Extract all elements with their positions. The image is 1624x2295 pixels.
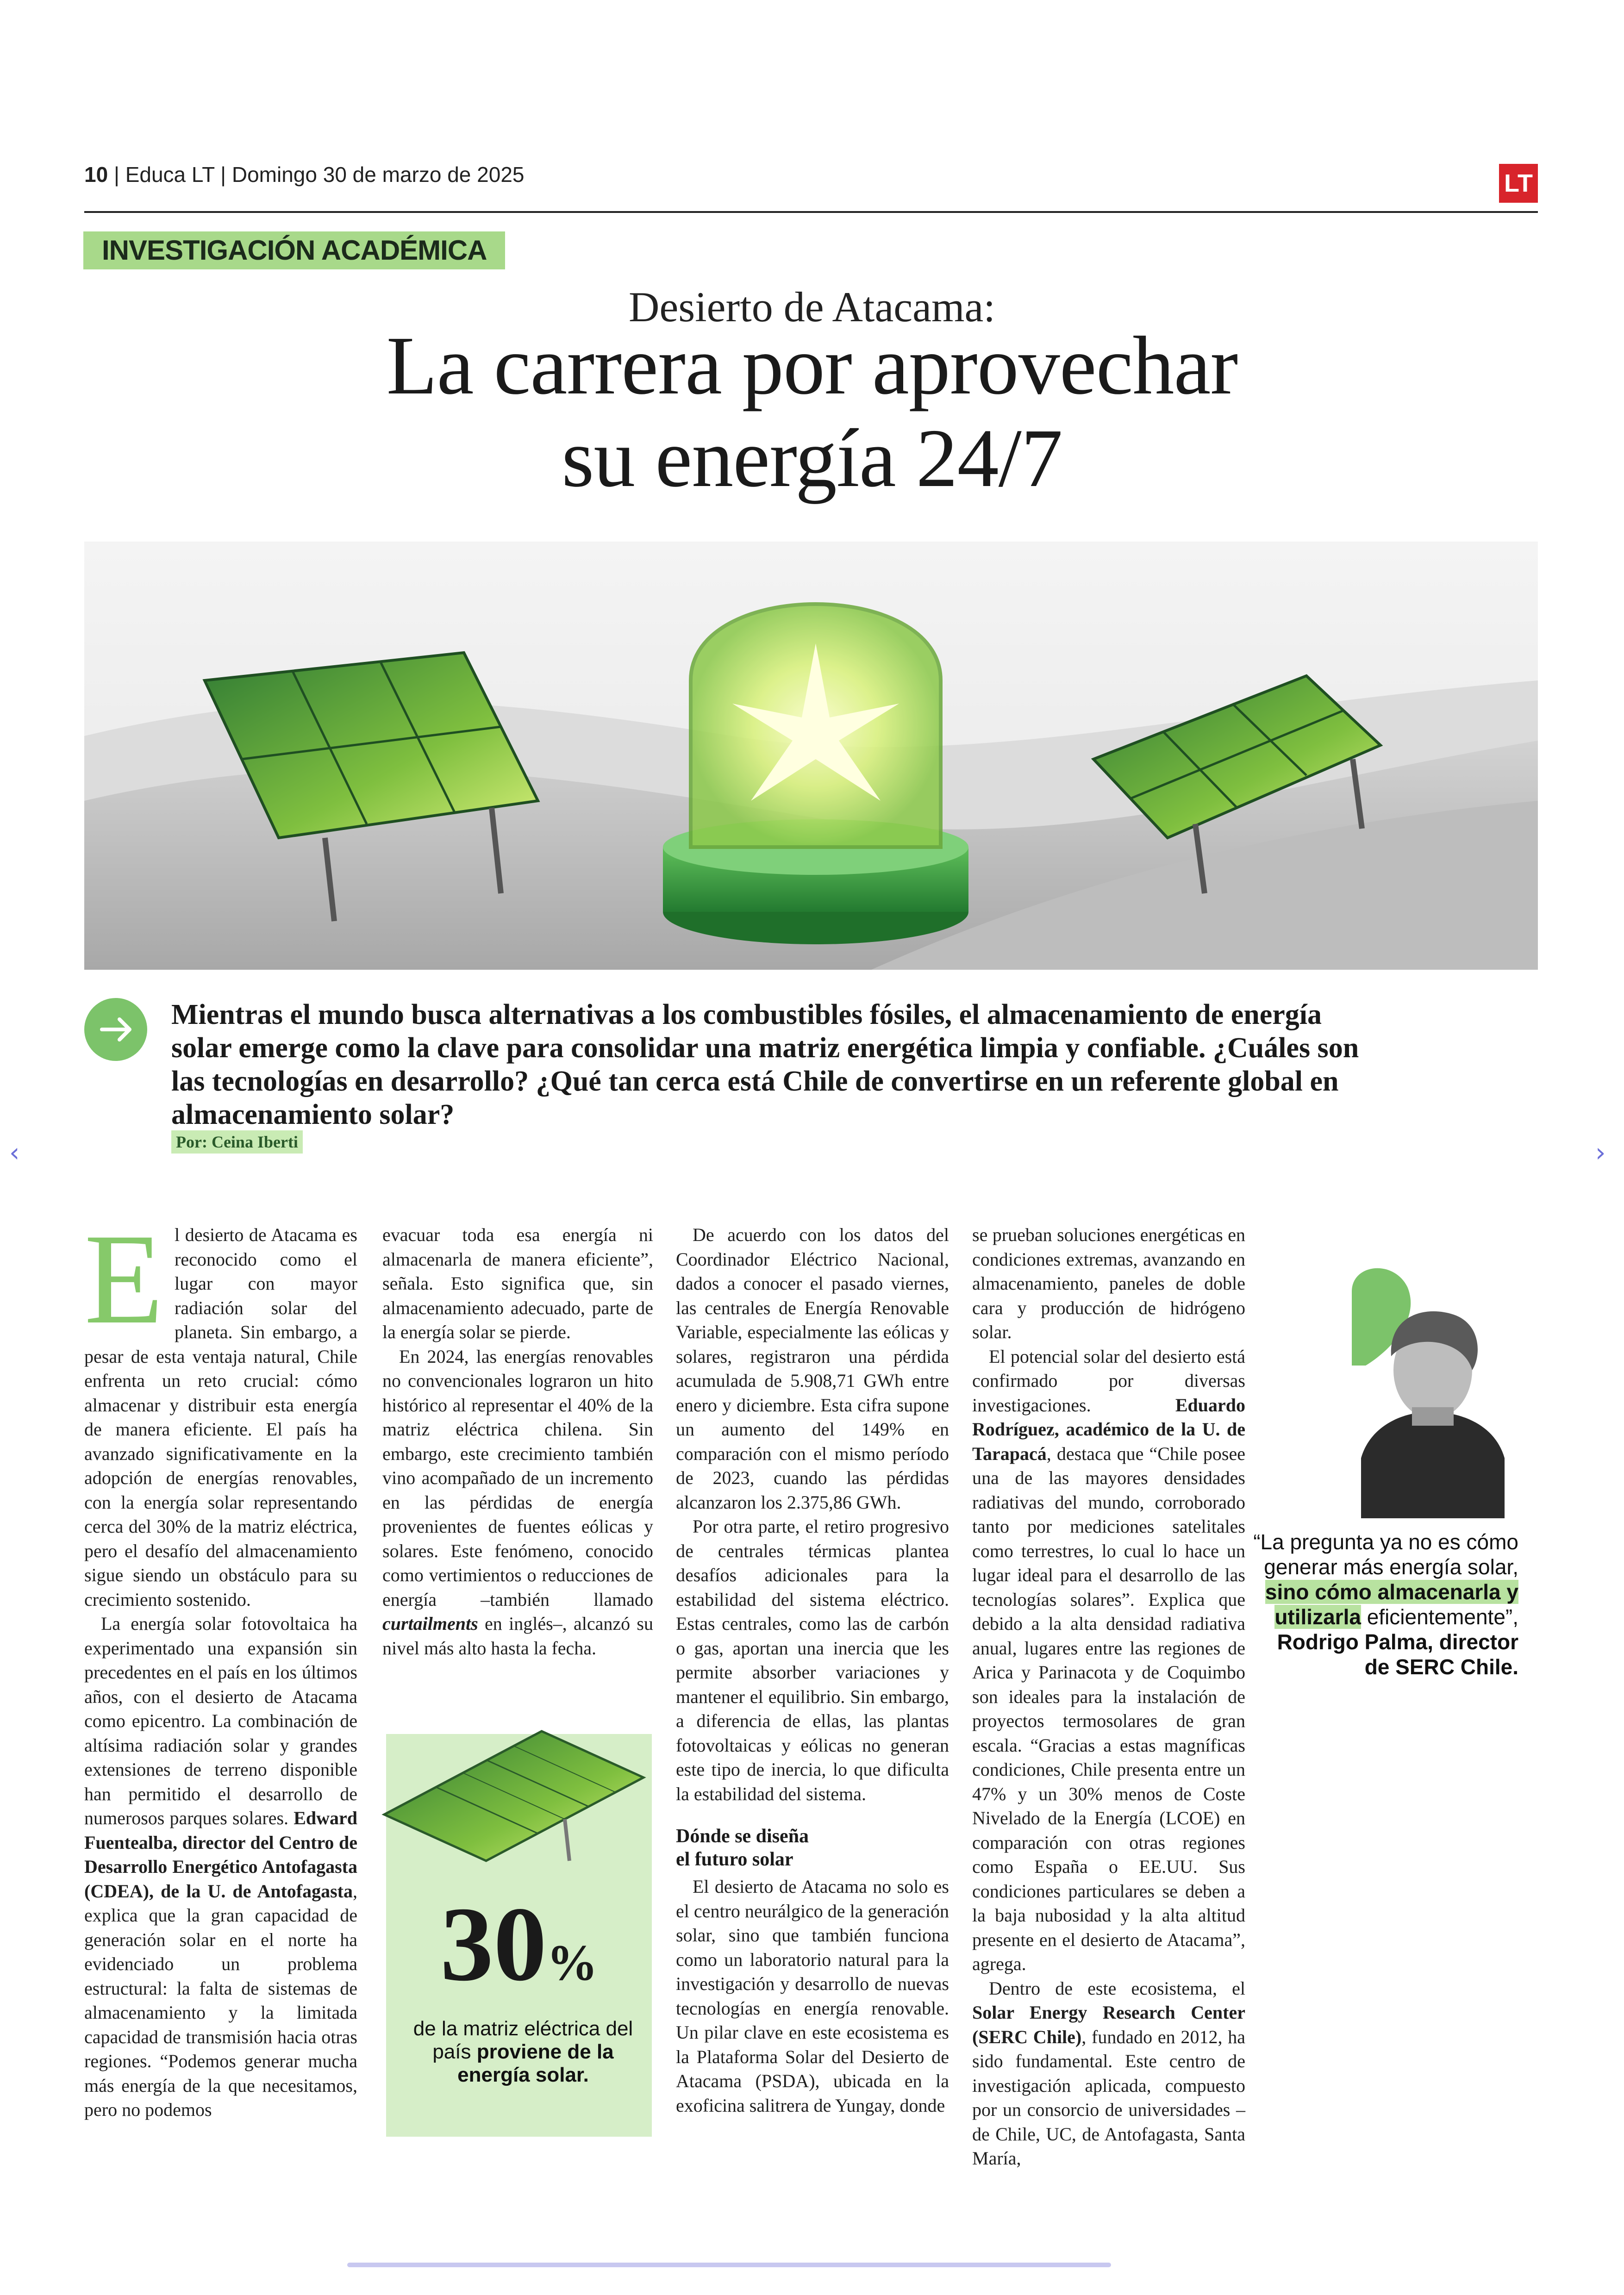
solar-panel-graphic	[366, 1722, 653, 1870]
paragraph-text: , destaca que “Chile posee una de las mayores densidades radiativas del mundo, corroborado tanto por mediciones satelitales como terrestres, lo cual lo hace un lugar ideal para el desarrollo de las tecnologías solares”. Explica que debido a la alta densidad radiativa anual, lugares entre las regiones de Arica y Parinacota y de Coquimbo son ideales para la instalación de proyectos termosolares de gran escala. “Gracias a estas magníficas condiciones, Chile presenta entre un 47% y un 30% menos de Coste Nivelado de la Energía (LCOE) en comparación con otras regiones como España o EE.UU. Sus condiciones particulares se deben a la baja nubosidad y la alta altitud presente en el desierto de Atacama”, agrega.	[972, 1443, 1245, 1974]
body-column-1	[84, 1207, 358, 2122]
quote-text-end: eficientemente”,	[1361, 1605, 1518, 1629]
stat-solar-panel-illustration	[366, 1722, 653, 1870]
body-column-2	[382, 1223, 653, 1660]
arrow-right-icon	[84, 998, 147, 1061]
stat-caption-bold: proviene de la energía solar.	[457, 2040, 614, 2086]
lt-logo: LT	[1499, 164, 1538, 203]
source-name: Solar Energy Research Center (SERC Chile)	[972, 2002, 1245, 2047]
publication-name: Educa LT	[125, 162, 215, 187]
article-byline: Por: Ceina Iberti	[171, 1130, 303, 1154]
horizontal-scrollbar[interactable]	[347, 2263, 1111, 2267]
section-tag: INVESTIGACIÓN ACADÉMICA	[83, 231, 505, 269]
paragraph-text: , fundado en 2012, ha sido fundamental. Este centro de investigación aplicada, compuesto por un consorcio de universidades –de Chile, UC, de Antofagasta, Santa María,	[972, 2026, 1245, 2169]
paragraph	[972, 1977, 1245, 2171]
paragraph: El desierto de Atacama no solo es el centro neurálgico de la generación solar, sino que también funciona como un laboratorio natural para la investigación y desarrollo de nuevas tecnologías en energía renovable. Un pilar clave en este ecosistema es la Plataforma Solar del Desierto de Atacama (PSDA), ubicada en la exoficina salitrera de Yungay, donde	[676, 1876, 949, 2116]
arrow-right-icon-glyph	[84, 998, 147, 1061]
quote-highlight: sino cómo almacenarla y utilizarla	[1265, 1580, 1518, 1629]
headline-line-1: La carrera por aprovechar	[386, 319, 1238, 412]
paragraph-text: En 2024, las energías renovables no convencionales lograron un hito histórico al representar el 40% de la matriz eléctrica chilena. Sin embargo, este crecimiento también vino acompañado de un incremento en las pérdidas de energía provenientes de fuentes eólicas y solares. Este fenómeno, conocido como vertimientos o reducciones de energía –también llamado	[382, 1346, 653, 1610]
page-number: 10	[84, 162, 108, 187]
section-subhead	[676, 1825, 949, 1871]
headline-line-2: su energía 24/7	[562, 412, 1062, 504]
paragraph-text: Dentro de este ecosistema, el	[989, 1977, 1245, 1999]
issue-date: Domingo 30 de marzo de 2025	[231, 162, 525, 187]
stat-caption	[403, 2017, 643, 2087]
paragraph: se prueban soluciones energéticas en condiciones extremas, avanzando en almacenamiento, paneles de doble cara y producción de hidrógeno solar.	[972, 1224, 1245, 1342]
paragraph: Por otra parte, el retiro progresivo de centrales térmicas plantea desafíos adicionales para la estabilidad del sistema eléctrico. Estas centrales, como las de carbón o gas, aportan una inercia que les permite absorber variaciones y mantener el equilibrio. Sin embargo, a diferencia de ellas, las plantas fotovoltaicas y eólicas no generan este tipo de inercia, lo que dificulta la estabilidad del sistema.	[676, 1516, 949, 1804]
article-headline	[0, 319, 1624, 505]
body-column-4	[972, 1223, 1245, 2171]
paragraph-text: La energía solar fotovoltaica ha experimentado una expansión sin precedentes en el país en los últimos años, con el desierto de Atacama como epicentro. La combinación de altísima radiación solar y grandes extensiones de terreno disponible han permitido el desarrollo de numerosos parques solares.	[84, 1613, 357, 1828]
solar-bell-jar-illustration	[84, 542, 1538, 970]
quote-portrait	[1333, 1259, 1528, 1518]
chevron-right-icon[interactable]: ›	[1595, 1138, 1606, 1168]
paragraph-text: El potencial solar del desierto está confirmado por diversas investigaciones.	[972, 1346, 1245, 1416]
stat-number	[386, 1885, 652, 2016]
chevron-left-icon[interactable]: ‹	[9, 1138, 20, 1168]
folio-separator: |	[113, 162, 119, 187]
paragraph: l desierto de Atacama es reconocido como el lugar con mayor radiación solar del planeta. Sin embargo, a pesar de esta ventaja natural, Chile enfrenta un reto crucial: cómo almacenar y distribuir esta energía de manera eficiente. El país ha avanzado significativamente en la adopción de energías renovables, con la energía solar representando cerca del 30% de la matriz eléctrica, pero el desafío del almacenamiento sigue siendo un obstáculo para su crecimiento sostenido.	[84, 1224, 357, 1610]
folio-separator-2: |	[220, 162, 226, 187]
source-name: Edward Fuentealba, director del Centro de Desarrollo Energético Antofagasta (CDEA), de la U. de Antofagasta	[84, 1808, 358, 1902]
stat-caption-text: de la matriz eléctrica del país	[413, 2017, 633, 2063]
paragraph: evacuar toda esa energía ni almacenarla de manera eficiente”, señala. Esto significa que, sin almacenamiento adecuado, parte de la energía solar se pierde.	[382, 1224, 653, 1342]
subhead-line-1: Dónde se diseña	[676, 1826, 809, 1847]
article-lead: Mientras el mundo busca alternativas a los combustibles fósiles, el almacenamiento de energía solar emerge como la clave para consolidar una matriz energética limpia y confiable. ¿Cuáles son las tecnologías en desarrollo? ¿Qué tan cerca está Chile de convertirse en un referente global en almacenamiento solar?	[171, 999, 1359, 1130]
subhead-line-2: el futuro solar	[676, 1849, 793, 1870]
article-kicker: Desierto de Atacama:	[629, 283, 995, 331]
stat-unit: %	[547, 1934, 598, 1991]
portrait-with-quote-mark	[1333, 1259, 1528, 1518]
body-column-3	[676, 1223, 949, 2118]
header-rule	[84, 211, 1538, 213]
bell-jar	[663, 604, 968, 944]
stat-value: 30	[440, 1885, 547, 2003]
quote-text: “La pregunta ya no es cómo generar más energía solar,	[1253, 1530, 1518, 1579]
paragraph	[84, 1612, 357, 2122]
paragraph	[972, 1345, 1245, 1977]
source-name: Eduardo Rodríguez, académico de la U. de Tarapacá	[972, 1394, 1245, 1464]
folio	[84, 162, 524, 187]
paragraph-text: en inglés–, alcanzó su nivel más alto hasta la fecha.	[382, 1613, 653, 1659]
paragraph	[382, 1345, 653, 1661]
term: curtailments	[382, 1613, 478, 1634]
drop-cap: E	[84, 1207, 164, 1351]
paragraph-text: , explica que la gran capacidad de generación solar en el norte ha evidenciado un problema estructural: la falta de sistemas de almacenamiento y la limitada capacidad de transmisión hacia otras regiones. “Podemos generar mucha más energía de la que necesitamos, pero no podemos	[84, 1880, 357, 2120]
page-header	[84, 157, 1538, 213]
pull-quote	[1250, 1529, 1518, 1679]
hero-illustration	[84, 542, 1538, 970]
paragraph: De acuerdo con los datos del Coordinador Eléctrico Nacional, dados a conocer el pasado viernes, las centrales de Energía Renovable Variable, especialmente las eólicas y solares, registraron una pérdida acumulada de 5.908,71 GWh entre enero y diciembre. Esta cifra supone un aumento del 149% en comparación con el mismo período de 2023, cuando las pérdidas alcanzaron los 2.375,86 GWh.	[676, 1224, 949, 1513]
quote-attribution: Rodrigo Palma, director de SERC Chile.	[1277, 1630, 1518, 1679]
